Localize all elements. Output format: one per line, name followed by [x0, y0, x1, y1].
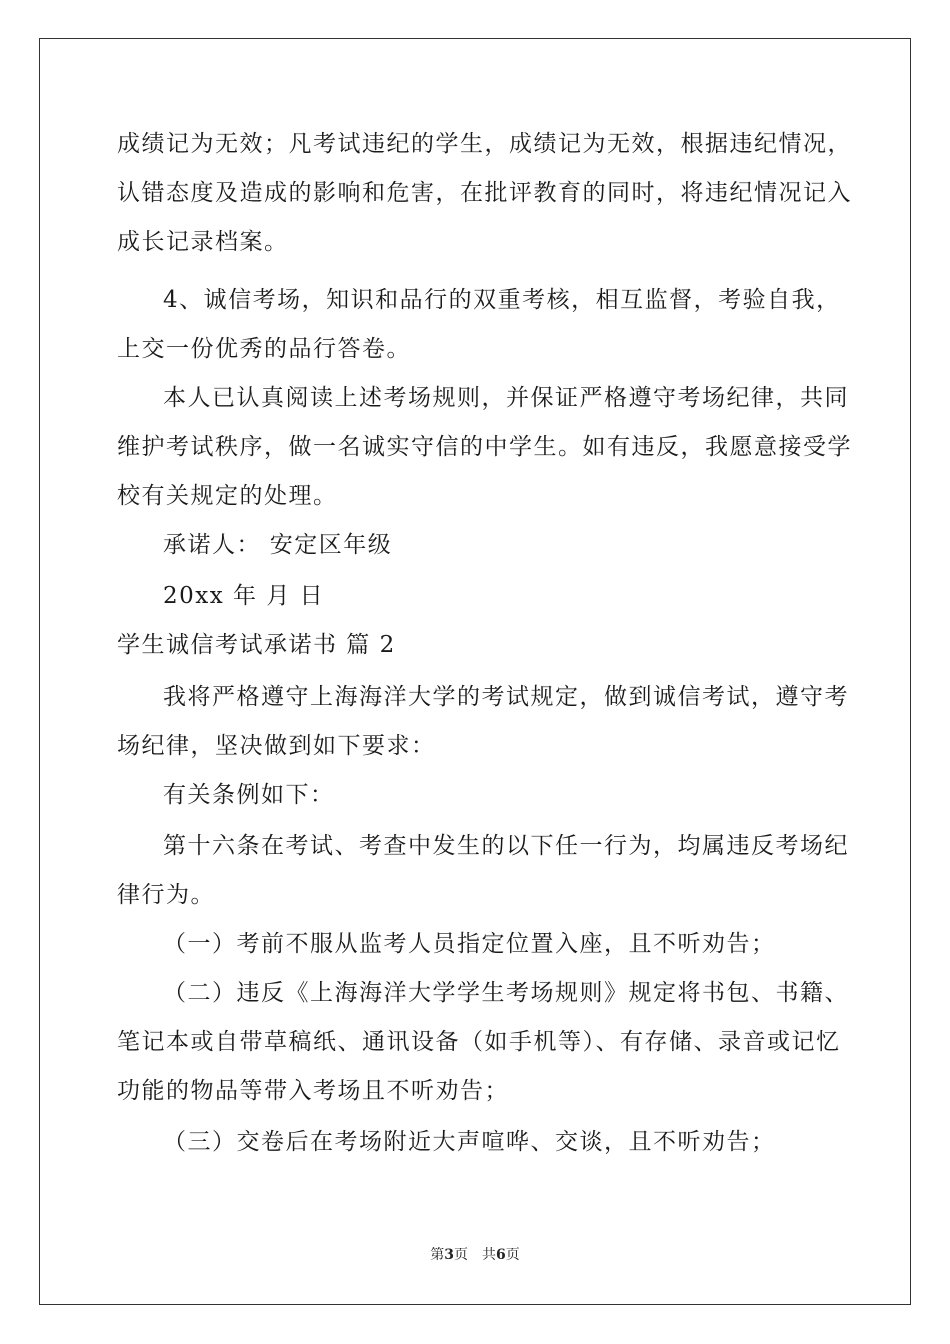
page-number-current: 3 — [444, 1247, 454, 1263]
paragraph-line: 上交一份优秀的品行答卷。 — [117, 336, 411, 362]
date-line: 20xx 年 月 日 — [163, 583, 325, 609]
page-total-prefix: 共 — [482, 1247, 496, 1263]
signatory-line: 承诺人： 安定区年级 — [163, 532, 393, 558]
list-item: （一）考前不服从监考人员指定位置入座，且不听劝告； — [163, 931, 776, 957]
page-total-suffix: 页 — [505, 1247, 520, 1263]
page-footer — [0, 1244, 950, 1264]
paragraph-line: 维护考试秩序，做一名诚实守信的中学生。如有违反，我愿意接受学 — [117, 434, 852, 460]
page-number-prefix: 第 — [430, 1247, 445, 1263]
paragraph-line: 本人已认真阅读上述考场规则，并保证严格遵守考场纪律，共同 — [163, 385, 849, 411]
paragraph-line: 我将严格遵守上海海洋大学的考试规定，做到诚信考试，遵守考 — [163, 684, 849, 710]
section-title: 学生诚信考试承诺书 篇 2 — [117, 632, 396, 658]
page-number-suffix: 页 — [454, 1247, 468, 1263]
paragraph-line: 成绩记为无效；凡考试违纪的学生，成绩记为无效，根据违纪情况， — [117, 131, 852, 157]
paragraph-line: 4、诚信考场，知识和品行的双重考核，相互监督，考验自我， — [163, 287, 841, 313]
page-total: 6 — [496, 1247, 506, 1263]
paragraph-line: 律行为。 — [117, 882, 215, 908]
paragraph-line: 认错态度及造成的影响和危害，在批评教育的同时，将违纪情况记入 — [117, 180, 852, 206]
list-item: （三）交卷后在考场附近大声喧哗、交谈，且不听劝告； — [163, 1129, 776, 1155]
paragraph-line: 有关条例如下： — [163, 782, 335, 808]
paragraph-line: 场纪律，坚决做到如下要求： — [117, 733, 436, 759]
list-item: 功能的物品等带入考场且不听劝告； — [117, 1078, 509, 1104]
list-item: （二）违反《上海海洋大学学生考场规则》规定将书包、书籍、 — [163, 980, 849, 1006]
paragraph-line: 校有关规定的处理。 — [117, 483, 338, 509]
paragraph-line: 成长记录档案。 — [117, 229, 289, 255]
list-item: 笔记本或自带草稿纸、通讯设备（如手机等）、有存储、录音或记忆 — [117, 1029, 841, 1055]
paragraph-line: 第十六条在考试、考查中发生的以下任一行为，均属违反考场纪 — [163, 833, 849, 859]
